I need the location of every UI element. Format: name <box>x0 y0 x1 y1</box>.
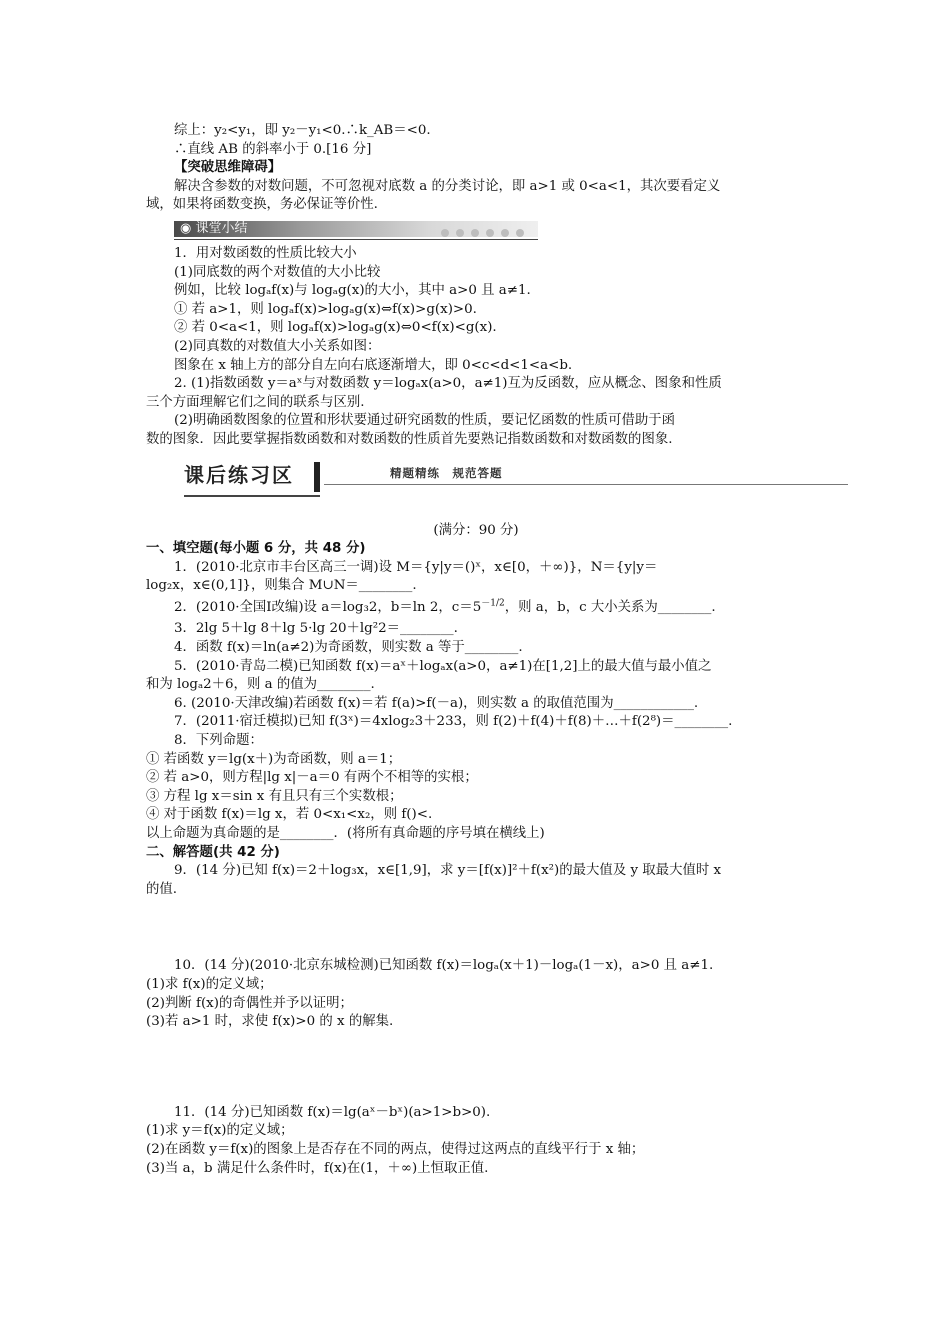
dot-icon <box>501 229 509 237</box>
summary-line: (2)明确函数图象的位置和形状要通过研究函数的性质，要记忆函数的性质可借助于函 <box>174 413 676 429</box>
summary-line: (1)同底数的两个对数值的大小比较 <box>174 264 381 280</box>
question-6: 6. (2010·天津改编)若函数 f(x)＝若 f(a)>f(－a)，则实数 a 的取值范围为____________. <box>174 695 699 711</box>
full-score: (满分：90 分) <box>433 522 519 538</box>
summary-banner-rule <box>174 239 538 240</box>
question-11-part: (1)求 y＝f(x)的定义域； <box>146 1123 294 1139</box>
section-fill-in-title: 一、填空题(每小题 6 分，共 48 分) <box>146 541 366 557</box>
practice-header-title: 课后练习区 <box>184 462 294 487</box>
summary-line: 1．用对数函数的性质比较大小 <box>174 245 357 261</box>
question-2-text: 2．(2010·全国Ⅰ改编)设 a＝log₃2，b＝ln 2，c＝ <box>174 599 473 615</box>
question-10-stem: 10．(14 分)(2010·北京东城检测)已知函数 f(x)＝logₐ(x＋1)－logₐ(1－x)，a>0 且 a≠1. <box>174 958 714 974</box>
question-9-line-1: 9．(14 分)已知 f(x)＝2＋log₃x，x∈[1,9]，求 y＝[f(x)]²＋f(x²)的最大值及 y 取最大值时 x <box>174 863 722 879</box>
summary-line: (2)同真数的对数值大小关系如图： <box>174 338 381 354</box>
question-5-line-1: 5．(2010·青岛二模)已知函数 f(x)＝aˣ＋logₐx(a>0，a≠1)在[1,2]上的最大值与最小值之 <box>174 658 712 674</box>
question-1-line-1: 1．(2010·北京市丰台区高三一调)设 M＝{y|y＝()ˣ，x∈[0，＋∞)}，N＝{y|y＝ <box>174 559 658 575</box>
question-8-prompt: 以上命题为真命题的是________．(将所有真命题的序号填在横线上) <box>146 826 545 841</box>
question-3: 3．2lg 5＋lg 8＋lg 5·lg 20＋lg²2＝________. <box>174 621 458 637</box>
question-2-base: 5 <box>472 599 482 615</box>
answer-space <box>146 899 806 957</box>
practice-header <box>184 462 848 506</box>
question-10-part: (3)若 a>1 时，求使 f(x)>0 的 x 的解集. <box>146 1014 394 1030</box>
question-7: 7．(2011·宿迁模拟)已知 f(3ˣ)＝4xlog₂3＋233，则 f(2)＋f(4)＋f(8)＋…＋f(2⁸)＝________. <box>174 714 733 730</box>
question-10-part: (2)判断 f(x)的奇偶性并予以证明； <box>146 995 353 1011</box>
tip-text-line-2: 域，如果将函数变换，务必保证等价性. <box>146 197 378 213</box>
question-4: 4．函数 f(x)＝ln(a≠2)为奇函数，则实数 a 等于________. <box>174 640 523 656</box>
practice-header-rule <box>324 484 848 485</box>
summary-line: 图象在 x 轴上方的部分自左向右底逐渐增大，即 0<c<d<1<a<b. <box>174 357 573 373</box>
summary-line: 2. (1)指数函数 y＝aˣ与对数函数 y＝logₐx(a>0，a≠1)互为反函数，应从概念、图象和性质 <box>174 376 722 392</box>
question-8-option: ① 若函数 y＝lg(x＋)为奇函数，则 a＝1； <box>146 751 402 767</box>
answer-space <box>146 1032 806 1104</box>
section-answer-title: 二、解答题(共 42 分) <box>146 844 280 860</box>
practice-header-underline <box>184 495 320 497</box>
question-2-exponent: －1/2 <box>481 598 505 609</box>
summary-banner-label: ◉ 课堂小结 <box>180 220 248 236</box>
question-11-part: (2)在函数 y＝f(x)的图象上是否存在不同的两点，使得过这两点的直线平行于 x 轴； <box>146 1141 645 1157</box>
dot-icon <box>456 229 464 237</box>
question-8-option: ② 若 a>0，则方程|lg x|－a＝0 有两个不相等的实根； <box>146 770 478 786</box>
dot-icon <box>486 229 494 237</box>
question-8-stem: 8．下列命题： <box>174 733 263 749</box>
question-2-text-end: ，则 a，b，c 大小关系为________. <box>504 599 716 615</box>
summary-line: 三个方面理解它们之间的联系与区别. <box>146 394 365 410</box>
summary-banner-dots <box>434 225 524 244</box>
tip-text-line-1: 解决含参数的对数问题，不可忽视对底数 a 的分类讨论，即 a>1 或 0<a<1，其次要看定义 <box>174 178 721 194</box>
question-10-part: (1)求 f(x)的定义域； <box>146 976 273 992</box>
question-2 <box>146 599 806 618</box>
summary-banner <box>174 219 538 241</box>
summary-line: ① 若 a>1，则 logₐf(x)>logₐg(x)⇔f(x)>g(x)>0. <box>174 301 477 317</box>
question-11-part: (3)当 a，b 满足什么条件时，f(x)在(1，＋∞)上恒取正值. <box>146 1160 489 1176</box>
question-8-option: ④ 对于函数 f(x)＝lg x，若 0<x₁<x₂，则 f()<. <box>146 807 433 823</box>
proof-conclusion-line: 综上：y₂<y₁，即 y₂－y₁<0.∴k_AB＝<0. <box>174 123 431 138</box>
question-8-option: ③ 方程 lg x＝sin x 有且只有三个实数根； <box>146 788 403 804</box>
practice-header-divider <box>314 462 320 492</box>
dot-icon <box>471 229 479 237</box>
question-9-line-2: 的值. <box>146 881 178 897</box>
summary-line: 数的图象．因此要掌握指数函数和对数函数的性质首先要熟记指数函数和对数函数的图象. <box>146 431 673 447</box>
summary-line: 例如，比较 logₐf(x)与 logₐg(x)的大小，其中 a>0 且 a≠1. <box>174 283 531 299</box>
dot-icon <box>516 229 524 237</box>
dot-icon <box>441 229 449 237</box>
document-page <box>146 122 806 1178</box>
slope-conclusion-line: ∴直线 AB 的斜率小于 0.[16 分] <box>174 141 372 157</box>
practice-header-subtitle: 精题精练 规范答题 <box>390 465 503 480</box>
question-1-line-2: log₂x，x∈(0,1]}，则集合 M∪N＝________. <box>146 578 417 594</box>
question-5-line-2: 和为 logₐ2＋6，则 a 的值为________. <box>146 677 375 693</box>
question-11-stem: 11．(14 分)已知函数 f(x)＝lg(aˣ－bˣ)(a>1>b>0). <box>174 1104 491 1120</box>
tip-heading: 【突破思维障碍】 <box>174 160 282 176</box>
summary-line: ② 若 0<a<1，则 logₐf(x)>logₐg(x)⇔0<f(x)<g(x). <box>174 320 497 336</box>
